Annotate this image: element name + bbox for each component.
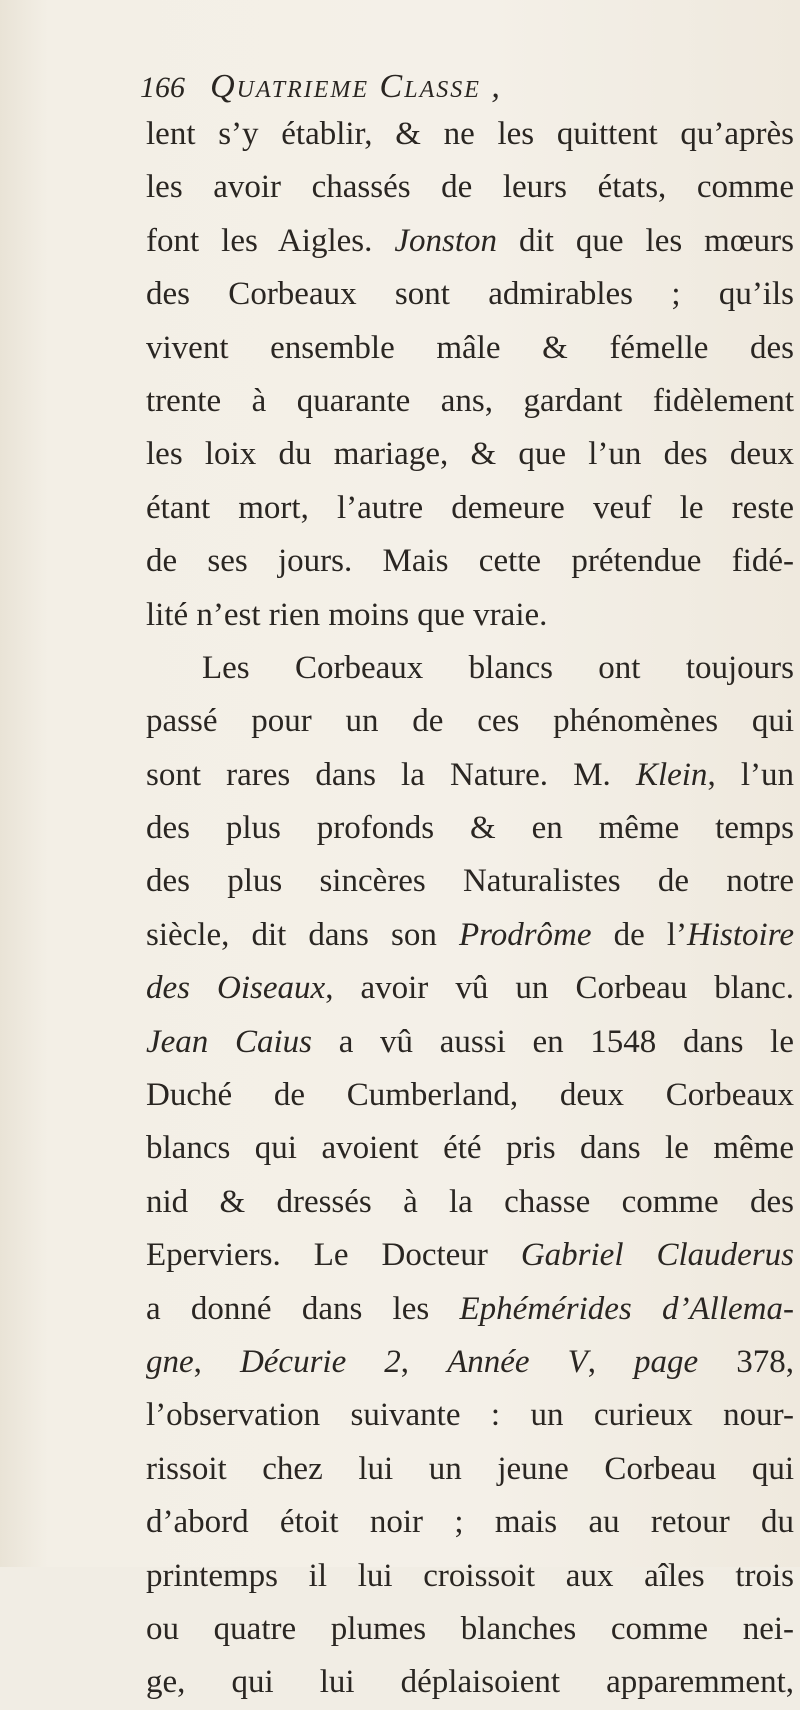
text-line: passé pour un de ces phénomènes qui [146,703,794,740]
text-line: siècle, dit dans son Prodrôme de l’Histoire [146,916,794,953]
text-line: nid & dressés à la chasse comme des [146,1183,794,1220]
text-line: Jean Caius a vû aussi en 1548 dans le [146,1023,794,1060]
text-line: Duché de Cumberland, deux Corbeaux [146,1077,794,1114]
text-line: blancs qui avoient été pris dans le même [146,1130,794,1167]
text-line: d’abord étoit noir ; mais au retour du [146,1504,794,1541]
text-line: lent s’y établir, & ne les quittent qu’après [146,116,794,152]
text-line: l’observation suivante : un curieux nour- [146,1397,794,1434]
text-line: Les Corbeaux blancs ont toujours [202,649,794,686]
running-head: Quatrieme Classe , [210,68,502,105]
text-line: sont rares dans la Nature. M. Klein, l’un [146,756,794,793]
text-line: a donné dans les Ephémérides d’Allema- [146,1290,794,1327]
text-line: des plus profonds & en même temps [146,810,794,847]
text-line: de ses jours. Mais cette prétendue fidé- [146,543,794,580]
text-line: vivent ensemble mâle & fémelle des [146,329,794,366]
text-line: les loix du mariage, & que l’un des deux [146,436,794,473]
text-line: Eperviers. Le Docteur Gabriel Clauderus [146,1237,794,1274]
text-line: printemps il lui croissoit aux aîles trois [146,1557,794,1594]
text-line: des Oiseaux, avoir vû un Corbeau blanc. [146,970,794,1007]
text-line: ou quatre plumes blanches comme nei- [146,1610,794,1647]
text-line: des Corbeaux sont admirables ; qu’ils [146,276,794,313]
text-line: des plus sincères Naturalistes de notre [146,863,794,900]
text-line: rissoit chez lui un jeune Corbeau qui [146,1450,794,1487]
text-line: gne, Décurie 2, Année V, page 378, [146,1343,794,1380]
text-line: lité n’est rien moins que vraie. [146,596,548,633]
text-line: étant mort, l’autre demeure veuf le reste [146,489,794,526]
text-line: trente à quarante ans, gardant fidèlement [146,382,794,419]
page-header [140,68,700,112]
body-text [146,108,794,1710]
text-line: les avoir chassés de leurs états, comme [146,169,794,206]
text-line: font les Aigles. Jonston dit que les mœurs [146,222,794,259]
text-line: ge, qui lui déplaisoient apparemment, [146,1664,794,1701]
page-number: 166 [140,71,185,104]
